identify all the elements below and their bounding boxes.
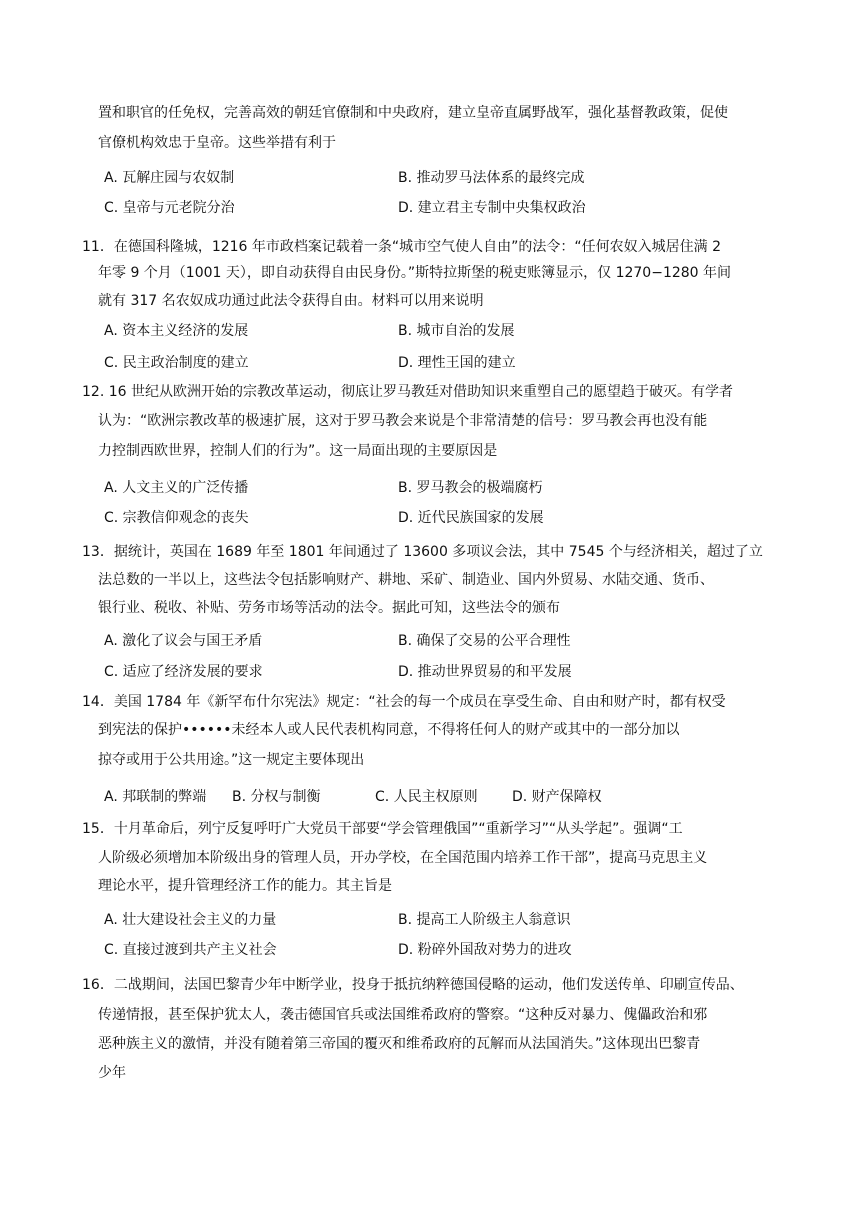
q16-stem-line-4: 少年 [98, 1065, 126, 1081]
q15-stem-line-1: 15．十月革命后，列宁反复呼吁广大党员干部要“学会管理俄国”“重新学习”“从头学起”。强调“工 [82, 821, 683, 837]
q13-option-a: A. 激化了议会与国王矛盾 [104, 633, 263, 649]
q10-option-a: A. 瓦解庄园与农奴制 [104, 170, 235, 186]
q13-stem-line-2: 法总数的一半以上，这些法令包括影响财产、耕地、采矿、制造业、国内外贸易、水陆交通、货币、 [98, 572, 714, 588]
q16-stem-line-3: 恶种族主义的激情，并没有随着第三帝国的覆灭和维希政府的瓦解而从法国消失。”这体现出巴黎青 [98, 1036, 701, 1052]
q13-option-b: B. 确保了交易的公平合理性 [398, 633, 571, 649]
q14-stem-line-1: 14．美国 1784 年《新罕布什尔宪法》规定：“社会的每一个成员在享受生命、自由和财产时，都有权受 [82, 694, 726, 710]
q13-option-c: C. 适应了经济发展的要求 [104, 664, 263, 680]
q15-option-a: A. 壮大建设社会主义的力量 [104, 912, 277, 928]
q10-stem-line-1: 置和职官的任免权，完善高效的朝廷官僚制和中央政府，建立皇帝直属野战军，强化基督教政策，促使 [98, 105, 728, 121]
q15-option-b: B. 提高工人阶级主人翁意识 [398, 912, 571, 928]
q12-option-d: D. 近代民族国家的发展 [398, 510, 544, 526]
q12-option-b: B. 罗马教会的极端腐朽 [398, 480, 543, 496]
q13-stem-line-1: 13．据统计，英国在 1689 年至 1801 年间通过了 13600 多项议会法，其中 7545 个与经济相关，超过了立 [82, 544, 763, 560]
q14-option-c: C. 人民主权原则 [375, 789, 478, 805]
q15-stem-line-3: 理论水平，提升管理经济工作的能力。其主旨是 [98, 878, 392, 894]
q15-option-d: D. 粉碎外国敌对势力的进攻 [398, 942, 572, 958]
q14-option-a: A. 邦联制的弊端 [104, 789, 207, 805]
q12-option-c: C. 宗教信仰观念的丧失 [104, 510, 249, 526]
q10-option-d: D. 建立君主专制中央集权政治 [398, 200, 586, 216]
q11-stem-line-3: 就有 317 名农奴成功通过此法令获得自由。材料可以用来说明 [98, 293, 484, 309]
q15-option-c: C. 直接过渡到共产主义社会 [104, 942, 277, 958]
q14-stem-line-3: 掠夺或用于公共用途。”这一规定主要体现出 [98, 752, 365, 768]
q11-option-d: D. 理性王国的建立 [398, 355, 516, 371]
q14-option-d: D. 财产保障权 [512, 789, 602, 805]
q14-option-b: B. 分权与制衡 [232, 789, 321, 805]
q15-stem-line-2: 人阶级必须增加本阶级出身的管理人员，开办学校，在全国范围内培养工作干部”，提高马克思主义 [98, 850, 708, 866]
q12-stem-line-2: 认为：“欧洲宗教改革的极速扩展，这对于罗马教会来说是个非常清楚的信号：罗马教会再也没有能 [98, 413, 708, 429]
q16-stem-line-2: 传递情报，甚至保护犹太人，袭击德国官兵或法国维希政府的警察。“这种反对暴力、傀儡政治和邪 [98, 1007, 708, 1023]
q11-stem-line-1: 11．在德国科隆城，1216 年市政档案记载着一条“城市空气使人自由”的法令：“任何农奴入城居住满 2 [82, 239, 722, 255]
q12-stem-line-1: 12. 16 世纪从欧洲开始的宗教改革运动，彻底让罗马教廷对借助知识来重塑自己的愿望趋于破灭。有学者 [82, 384, 733, 400]
q10-option-b: B. 推动罗马法体系的最终完成 [398, 170, 585, 186]
q10-option-c: C. 皇帝与元老院分治 [104, 200, 235, 216]
q11-option-b: B. 城市自治的发展 [398, 323, 515, 339]
q10-stem-line-2: 官僚机构效忠于皇帝。这些举措有利于 [98, 135, 336, 151]
q12-option-a: A. 人文主义的广泛传播 [104, 480, 249, 496]
q11-stem-line-2: 年零 9 个月（1001 天），即自动获得自由民身份。”斯特拉斯堡的税吏账簿显示，仅 1270−1280 年间 [98, 265, 732, 281]
q11-option-c: C. 民主政治制度的建立 [104, 355, 249, 371]
q11-option-a: A. 资本主义经济的发展 [104, 323, 249, 339]
q16-stem-line-1: 16．二战期间，法国巴黎青少年中断学业，投身于抵抗纳粹德国侵略的运动，他们发送传单、印刷宣传品、 [82, 977, 744, 993]
q14-stem-line-2: 到宪法的保护••••••未经本人或人民代表机构同意，不得将任何人的财产或其中的一部分加以 [98, 722, 680, 738]
q12-stem-line-3: 力控制西欧世界，控制人们的行为”。这一局面出现的主要原因是 [98, 443, 498, 459]
q13-option-d: D. 推动世界贸易的和平发展 [398, 664, 572, 680]
q13-stem-line-3: 银行业、税收、补贴、劳务市场等活动的法令。据此可知，这些法令的颁布 [98, 600, 560, 616]
